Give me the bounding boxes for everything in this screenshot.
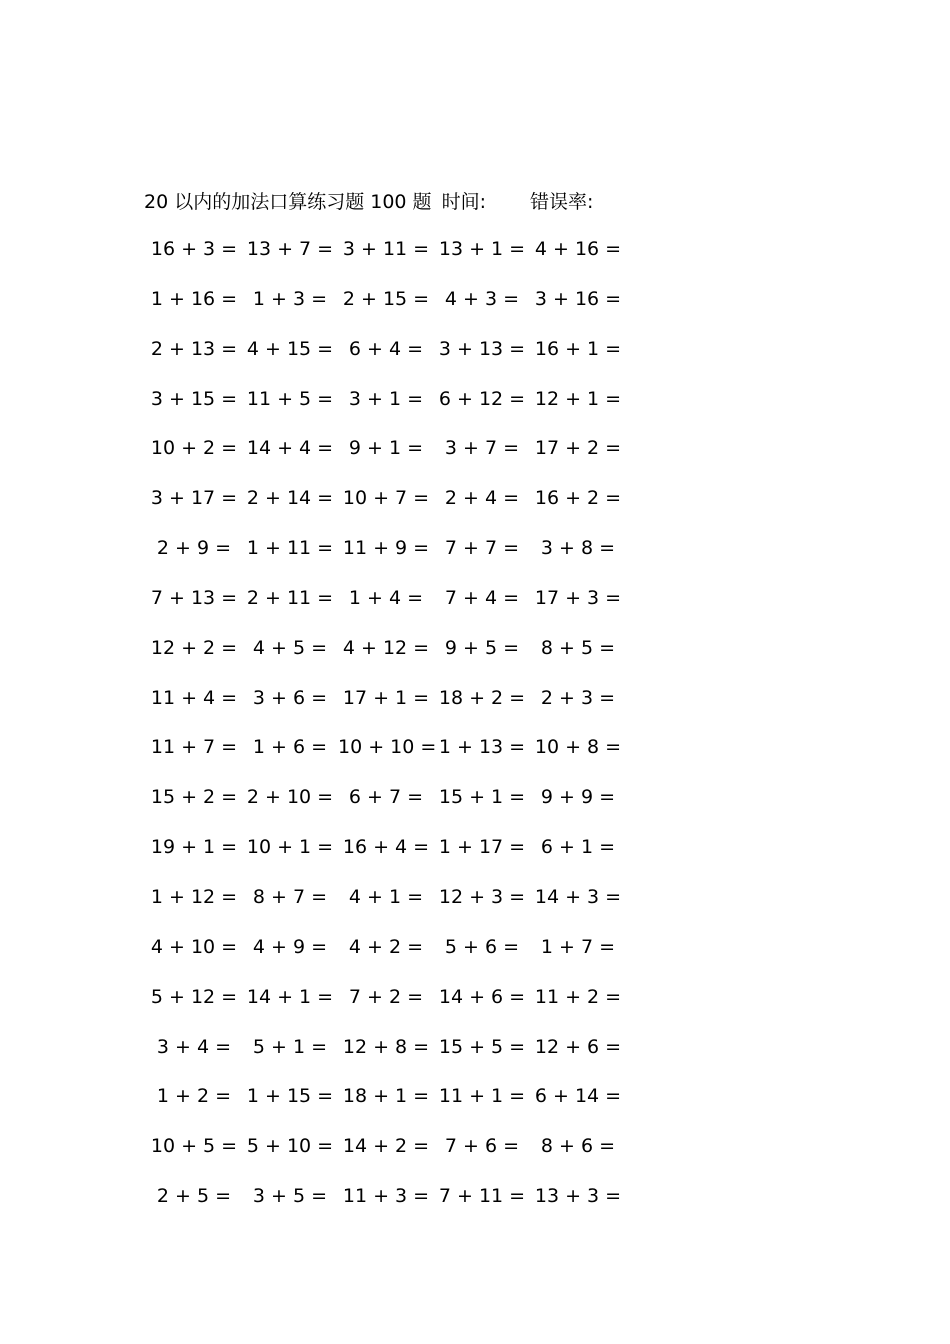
addition-problem: 8 + 6 = bbox=[540, 1135, 616, 1158]
addition-problem: 1 + 15 = bbox=[246, 1085, 334, 1108]
addition-problem: 1 + 7 = bbox=[540, 935, 616, 958]
addition-problem: 4 + 3 = bbox=[444, 287, 520, 310]
problem-row bbox=[146, 386, 646, 436]
problem-row bbox=[146, 834, 646, 884]
addition-problem: 15 + 2 = bbox=[150, 786, 238, 809]
addition-problem: 17 + 3 = bbox=[534, 586, 622, 609]
time-label: 时间: bbox=[441, 190, 486, 213]
addition-problem: 8 + 7 = bbox=[252, 885, 328, 908]
addition-problem: 3 + 5 = bbox=[252, 1185, 328, 1208]
addition-problem: 4 + 1 = bbox=[348, 885, 424, 908]
addition-problem: 14 + 4 = bbox=[246, 437, 334, 460]
problem-row bbox=[146, 236, 646, 286]
addition-problem: 3 + 11 = bbox=[342, 238, 430, 260]
addition-problem: 2 + 4 = bbox=[444, 487, 520, 510]
addition-problem: 5 + 1 = bbox=[252, 1035, 328, 1058]
addition-problem: 1 + 16 = bbox=[150, 287, 238, 310]
addition-problem: 7 + 4 = bbox=[444, 586, 520, 609]
addition-problem: 10 + 10 = bbox=[338, 736, 437, 759]
addition-problem: 2 + 14 = bbox=[246, 487, 334, 510]
addition-problem: 9 + 1 = bbox=[348, 437, 424, 460]
addition-problem: 13 + 1 = bbox=[438, 238, 526, 260]
problem-row bbox=[146, 984, 646, 1034]
problem-row bbox=[146, 435, 646, 485]
problem-row bbox=[146, 485, 646, 535]
addition-problem: 15 + 5 = bbox=[438, 1035, 526, 1058]
addition-problem: 5 + 12 = bbox=[150, 985, 238, 1008]
addition-problem: 14 + 3 = bbox=[534, 885, 622, 908]
addition-problem: 1 + 17 = bbox=[438, 836, 526, 859]
addition-problem: 6 + 12 = bbox=[438, 387, 526, 410]
addition-problem: 2 + 11 = bbox=[246, 586, 334, 609]
problem-row bbox=[146, 884, 646, 934]
addition-problem: 6 + 4 = bbox=[348, 337, 424, 360]
problem-row bbox=[146, 286, 646, 336]
addition-problem: 11 + 5 = bbox=[246, 387, 334, 410]
addition-problem: 3 + 13 = bbox=[438, 337, 526, 360]
addition-problem: 17 + 2 = bbox=[534, 437, 622, 460]
addition-problem: 4 + 16 = bbox=[534, 238, 622, 260]
addition-problem: 2 + 3 = bbox=[540, 686, 616, 709]
addition-problem: 2 + 10 = bbox=[246, 786, 334, 809]
addition-problem: 7 + 6 = bbox=[444, 1135, 520, 1158]
addition-problem: 11 + 3 = bbox=[342, 1185, 430, 1208]
problem-row bbox=[146, 336, 646, 386]
addition-problem: 9 + 9 = bbox=[540, 786, 616, 809]
addition-problem: 17 + 1 = bbox=[342, 686, 430, 709]
addition-problem: 12 + 8 = bbox=[342, 1035, 430, 1058]
addition-problem: 6 + 7 = bbox=[348, 786, 424, 809]
addition-problem: 6 + 14 = bbox=[534, 1085, 622, 1108]
addition-problem: 13 + 7 = bbox=[246, 238, 334, 260]
addition-problem: 12 + 1 = bbox=[534, 387, 622, 410]
addition-problem: 1 + 2 = bbox=[156, 1085, 232, 1108]
addition-problem: 1 + 3 = bbox=[252, 287, 328, 310]
addition-problem: 13 + 3 = bbox=[534, 1185, 622, 1208]
addition-problem: 10 + 1 = bbox=[246, 836, 334, 859]
addition-problem: 4 + 2 = bbox=[348, 935, 424, 958]
worksheet-header bbox=[144, 186, 593, 214]
addition-problem: 11 + 2 = bbox=[534, 985, 622, 1008]
addition-problem: 16 + 3 = bbox=[150, 238, 238, 260]
problem-row bbox=[146, 1034, 646, 1084]
addition-problem: 4 + 9 = bbox=[252, 935, 328, 958]
addition-problem: 4 + 5 = bbox=[252, 636, 328, 659]
addition-problem: 14 + 1 = bbox=[246, 985, 334, 1008]
worksheet-title: 20 以内的加法口算练习题 100 题 bbox=[144, 190, 432, 213]
addition-problem: 16 + 1 = bbox=[534, 337, 622, 360]
addition-problem: 3 + 15 = bbox=[150, 387, 238, 410]
error-rate-label: 错误率: bbox=[529, 190, 594, 213]
problem-row bbox=[146, 635, 646, 685]
addition-problem: 3 + 17 = bbox=[150, 487, 238, 510]
addition-problem: 19 + 1 = bbox=[150, 836, 238, 859]
problem-row bbox=[146, 1183, 646, 1233]
addition-problem: 15 + 1 = bbox=[438, 786, 526, 809]
addition-problem: 3 + 8 = bbox=[540, 537, 616, 560]
addition-problem: 11 + 1 = bbox=[438, 1085, 526, 1108]
addition-problem: 12 + 2 = bbox=[150, 636, 238, 659]
addition-problem: 7 + 11 = bbox=[438, 1185, 526, 1208]
addition-problem: 6 + 1 = bbox=[540, 836, 616, 859]
addition-problem: 11 + 7 = bbox=[150, 736, 238, 759]
addition-problem: 2 + 13 = bbox=[150, 337, 238, 360]
addition-problem: 7 + 7 = bbox=[444, 537, 520, 560]
addition-problem: 3 + 16 = bbox=[534, 287, 622, 310]
addition-problem: 3 + 4 = bbox=[156, 1035, 232, 1058]
addition-problem: 9 + 5 = bbox=[444, 636, 520, 659]
addition-problem: 11 + 4 = bbox=[150, 686, 238, 709]
addition-problem: 5 + 6 = bbox=[444, 935, 520, 958]
addition-problem: 10 + 7 = bbox=[342, 487, 430, 510]
addition-problem: 2 + 15 = bbox=[342, 287, 430, 310]
problem-row bbox=[146, 685, 646, 735]
addition-problem: 10 + 8 = bbox=[534, 736, 622, 759]
addition-problem: 3 + 7 = bbox=[444, 437, 520, 460]
addition-problem: 14 + 6 = bbox=[438, 985, 526, 1008]
addition-problem: 10 + 5 = bbox=[150, 1135, 238, 1158]
problem-row bbox=[146, 1083, 646, 1133]
addition-problem: 5 + 10 = bbox=[246, 1135, 334, 1158]
addition-problem: 1 + 4 = bbox=[348, 586, 424, 609]
addition-problem: 4 + 15 = bbox=[246, 337, 334, 360]
addition-problem: 7 + 2 = bbox=[348, 985, 424, 1008]
problem-row bbox=[146, 1133, 646, 1183]
addition-problem: 12 + 3 = bbox=[438, 885, 526, 908]
addition-problem: 2 + 5 = bbox=[156, 1185, 232, 1208]
addition-problem: 4 + 12 = bbox=[342, 636, 430, 659]
problem-row bbox=[146, 784, 646, 834]
problem-grid bbox=[146, 236, 646, 1233]
problem-row bbox=[146, 535, 646, 585]
addition-problem: 14 + 2 = bbox=[342, 1135, 430, 1158]
addition-problem: 16 + 4 = bbox=[342, 836, 430, 859]
addition-problem: 3 + 6 = bbox=[252, 686, 328, 709]
addition-problem: 1 + 11 = bbox=[246, 537, 334, 560]
addition-problem: 8 + 5 = bbox=[540, 636, 616, 659]
addition-problem: 10 + 2 = bbox=[150, 437, 238, 460]
problem-row bbox=[146, 734, 646, 784]
addition-problem: 12 + 6 = bbox=[534, 1035, 622, 1058]
addition-problem: 16 + 2 = bbox=[534, 487, 622, 510]
addition-problem: 4 + 10 = bbox=[150, 935, 238, 958]
addition-problem: 18 + 1 = bbox=[342, 1085, 430, 1108]
addition-problem: 1 + 6 = bbox=[252, 736, 328, 759]
addition-problem: 18 + 2 = bbox=[438, 686, 526, 709]
problem-row bbox=[146, 934, 646, 984]
addition-problem: 3 + 1 = bbox=[348, 387, 424, 410]
problem-row bbox=[146, 585, 646, 635]
addition-problem: 1 + 13 = bbox=[438, 736, 526, 759]
addition-problem: 11 + 9 = bbox=[342, 537, 430, 560]
addition-problem: 2 + 9 = bbox=[156, 537, 232, 560]
addition-problem: 7 + 13 = bbox=[150, 586, 238, 609]
addition-problem: 1 + 12 = bbox=[150, 885, 238, 908]
